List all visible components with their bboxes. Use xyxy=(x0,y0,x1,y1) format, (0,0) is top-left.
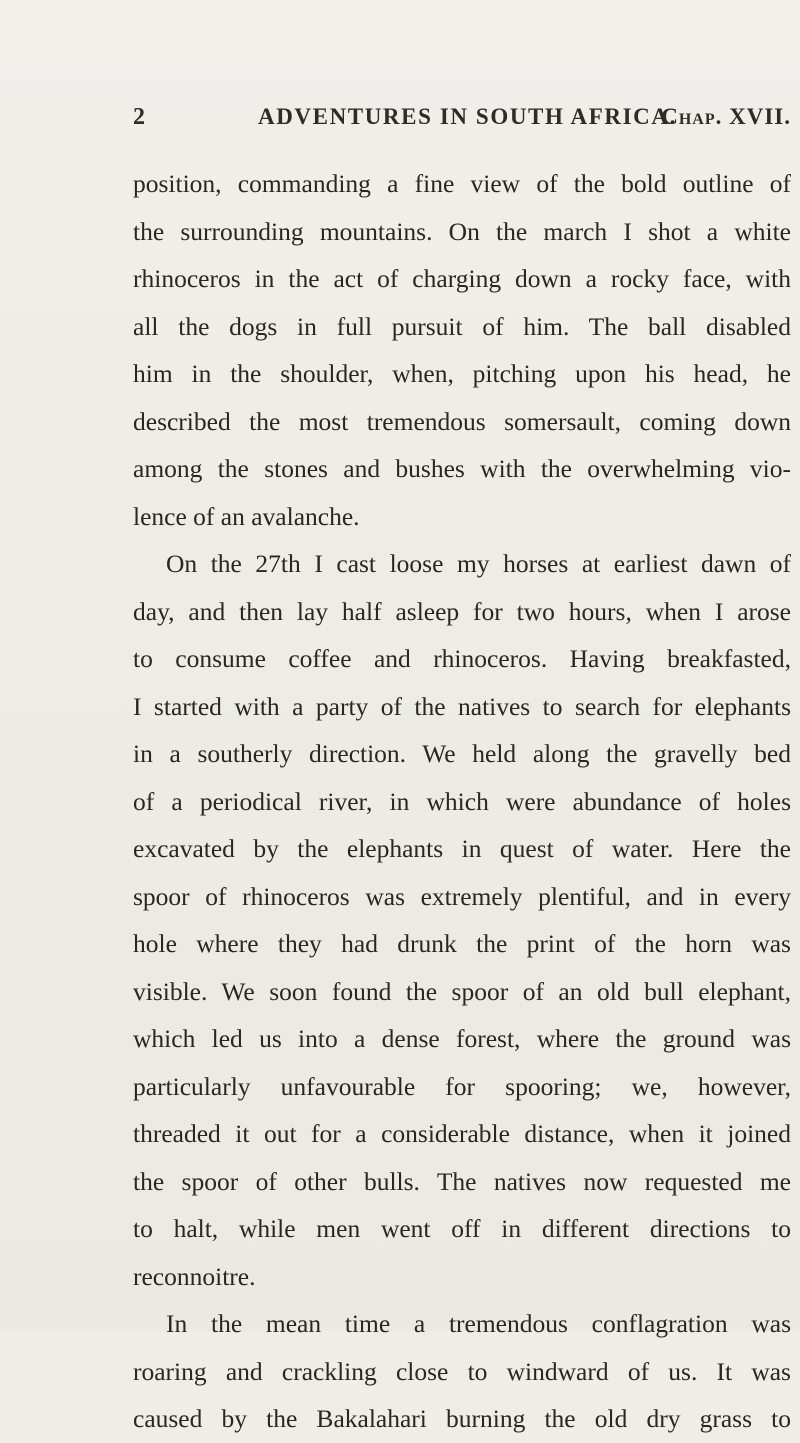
text-line: hole where they had drunk the print of the horn was xyxy=(133,929,791,958)
text-line: lence of an avalanche. xyxy=(133,501,360,531)
text-line: of a periodical river, in which were abundance of holes xyxy=(133,786,791,816)
text-line: reconnoitre. xyxy=(133,1261,256,1291)
text-line: threaded it out for a considerable distance, when it joined xyxy=(133,1119,791,1148)
text-line: I started with a party of the natives to search for elephants xyxy=(133,691,791,721)
text-line: to halt, while men went off in different directions to xyxy=(133,1214,791,1243)
text-line: excavated by the elephants in quest of water. Here the xyxy=(133,834,791,863)
text-line: all the dogs in full pursuit of him. The ball disabled xyxy=(133,311,791,341)
text-line: rhinoceros in the act of charging down a rocky face, with xyxy=(133,264,791,293)
text-line: day, and then lay half asleep for two hours, when I arose xyxy=(133,596,791,626)
text-line: the spoor of other bulls. The natives now requested me xyxy=(133,1166,791,1196)
text-line: to consume coffee and rhinoceros. Having breakfasted, xyxy=(133,644,791,673)
text-line: the surrounding mountains. On the march I shot a white xyxy=(133,216,791,246)
text-line: which led us into a dense forest, where the ground was xyxy=(133,1024,791,1053)
paragraph-start-line: In the mean time a tremendous conflagration was xyxy=(166,1309,791,1338)
text-line: position, commanding a fine view of the bold outline of xyxy=(133,169,791,198)
page-number: 2 xyxy=(133,104,145,130)
text-line: particularly unfavourable for spooring; we, however, xyxy=(133,1071,791,1101)
text-line: caused by the Bakalahari burning the old dry grass to xyxy=(133,1404,791,1433)
text-line: described the most tremendous somersault, coming down xyxy=(133,406,791,436)
book-title: ADVENTURES IN SOUTH AFRICA. xyxy=(258,104,677,129)
text-line: him in the shoulder, when, pitching upon his head, he xyxy=(133,359,791,388)
text-line: visible. We soon found the spoor of an old bull elephant, xyxy=(133,976,791,1006)
running-head xyxy=(133,104,791,144)
text-line: roaring and crackling close to windward of us. It was xyxy=(133,1356,791,1386)
body-text xyxy=(133,160,791,1443)
chapter-marker: Chap. XVII. xyxy=(661,104,791,129)
paragraph-start-line: On the 27th I cast loose my horses at earliest dawn of xyxy=(166,549,791,578)
text-line: spoor of rhinoceros was extremely plentiful, and in every xyxy=(133,881,791,911)
text-line: in a southerly direction. We held along the gravelly bed xyxy=(133,739,791,768)
text-line: among the stones and bushes with the overwhelming vio- xyxy=(133,454,791,483)
